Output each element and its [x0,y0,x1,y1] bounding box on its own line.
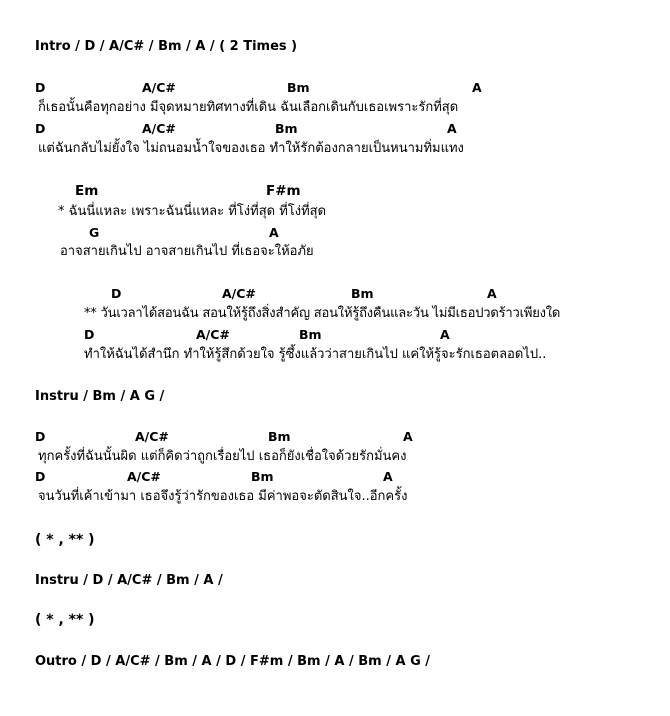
chord: D [84,327,95,342]
chord: A/C# [142,80,176,95]
repeat-text: ( * , ** ) [35,532,95,548]
chord: Em [75,183,99,199]
lyric-text: แต่ฉันกลับไม่ยั้งใจ ไม่ถนอมน้ำใจของเธอ ทำให้รักต้องกลายเป็นหนามทิ่มแทง [38,141,464,156]
chord: A/C# [135,429,169,444]
chord: Bm [287,80,310,95]
chord: A [403,429,413,444]
instru-text: Instru / D / A/C# / Bm / A / [35,573,223,588]
chord: Bm [351,286,374,301]
chord: D [111,286,122,301]
chord: Bm [268,429,291,444]
instru-text: Instru / Bm / A G / [35,389,165,404]
chord: A [440,327,450,342]
chord: G [89,225,100,240]
chord: F#m [266,183,301,199]
lyric-text: ทำให้ฉันได้สำนึก ทำให้รู้สึกด้วยใจ รู้ซึ้งแล้วว่าสายเกินไป แค่ให้รู้จะรักเธอตลอดไป.. [84,347,547,362]
chord: Bm [275,121,298,136]
lyric-text: ก็เธอนั้นคือทุกอย่าง มีจุดหมายทิศทางที่เดิน ฉันเลือกเดินกับเธอเพราะรักที่สุด [38,100,459,115]
chord: A/C# [142,121,176,136]
lyric-text: อาจสายเกินไป อาจสายเกินไป ที่เธอจะให้อภัย [60,244,314,259]
chord: A [269,225,279,240]
chord: D [35,80,46,95]
lyric-text: ทุกครั้งที่ฉันนั้นผิด แต่ก็คิดว่าถูกเรื่อยไป เธอก็ยังเชื่อใจด้วยรักมั่นคง [38,449,407,464]
outro-text: Outro / D / A/C# / Bm / A / D / F#m / Bm / A / Bm / A G / [35,654,431,669]
chord: A [447,121,457,136]
chord: Bm [251,469,274,484]
chord: A/C# [127,469,161,484]
repeat-text: ( * , ** ) [35,612,95,628]
chord: D [35,429,46,444]
chord: A [472,80,482,95]
lyric-text: * ฉันนี่แหละ เพราะฉันนี่แหละ ที่โง่ที่สุด ที่โง่ที่สุด [58,204,327,219]
lyric-text: ** วันเวลาได้สอนฉัน สอนให้รู้ถึงสิ่งสำคัญ สอนให้รู้ถึงคืนและวัน ไม่มีเธอปวดร้าวเพียงใด [84,306,561,321]
lyric-text: จนวันที่เค้าเข้ามา เธอจึงรู้ว่ารักของเธอ มีค่าพอจะตัดสินใจ..อีกครั้ง [38,489,408,504]
chord: D [35,121,46,136]
chord: D [35,469,46,484]
chord: A [383,469,393,484]
intro-text: Intro / D / A/C# / Bm / A / ( 2 Times ) [35,39,298,54]
chord: A [487,286,497,301]
chord: Bm [299,327,322,342]
chord: A/C# [196,327,230,342]
chord: A/C# [222,286,256,301]
